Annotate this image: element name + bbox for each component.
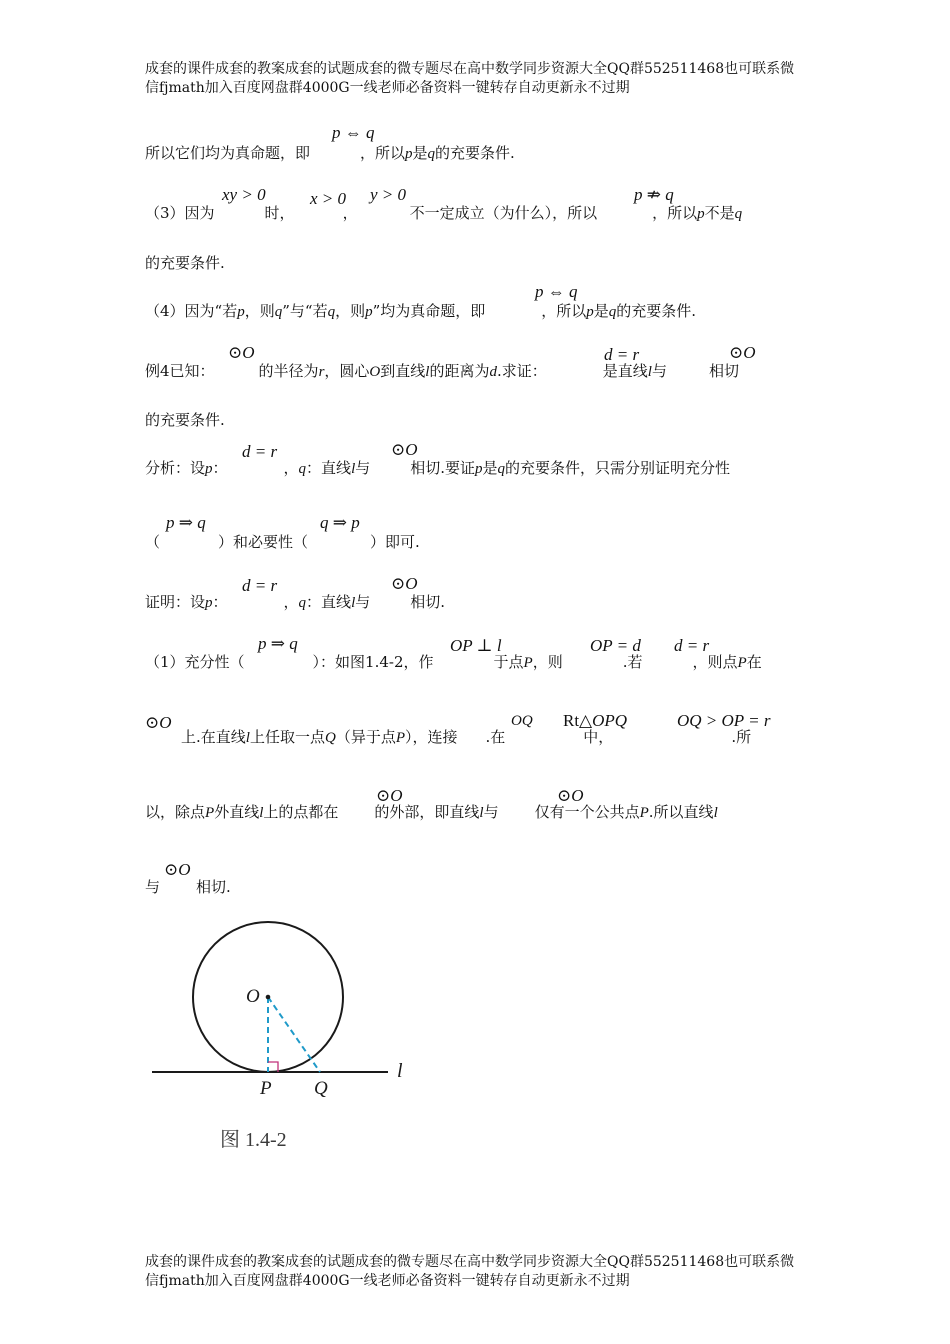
var: q	[274, 304, 283, 320]
formula-p-iff-q: p ⇔ q	[332, 123, 375, 142]
text: 相切.要证	[410, 459, 476, 477]
var: l	[479, 805, 484, 821]
label-o: O	[246, 986, 260, 1007]
text: ，则点	[692, 653, 738, 671]
text: 于点	[493, 653, 524, 671]
text: ，	[342, 204, 358, 222]
var: p	[697, 206, 705, 222]
text: 的距离为	[429, 362, 490, 380]
var: q	[497, 461, 506, 477]
paragraph-3	[145, 300, 696, 321]
text: 以，除点	[145, 803, 206, 821]
text: （	[145, 533, 161, 551]
segment-oq	[268, 997, 320, 1072]
text: 相切	[708, 362, 739, 380]
text: 不是	[704, 204, 735, 222]
text: ”均为真命题，即	[372, 302, 486, 320]
text: 是	[412, 144, 428, 162]
formula-op-eq-d: OP = d	[590, 636, 641, 655]
text: 所以它们均为真命题，即	[145, 144, 311, 162]
formula-d-eq-r: d = r	[242, 442, 278, 461]
text: 的充要条件.	[616, 302, 697, 320]
text: ，则	[335, 302, 366, 320]
text: （3）因为	[145, 204, 215, 222]
step1-line-3	[145, 801, 718, 822]
text: ）和必要性（	[218, 533, 309, 551]
var: P	[523, 655, 533, 671]
var: q	[608, 304, 617, 320]
formula-d-eq-r: d = r	[604, 345, 640, 364]
formula-circle-o: ⊙O	[145, 713, 172, 732]
formula-circle-o-2: ⊙O	[557, 786, 584, 805]
text: ：直线	[306, 593, 352, 611]
var: q	[298, 595, 307, 611]
analysis-line-2	[145, 531, 420, 552]
text: .求证：	[496, 362, 547, 380]
var: p	[365, 304, 373, 320]
text: .所以直线	[648, 803, 714, 821]
formula-circle-o: ⊙O	[228, 343, 255, 362]
text: 的充要条件.	[435, 144, 515, 162]
text: ，	[283, 459, 299, 477]
var: P	[395, 730, 405, 746]
var: q	[298, 461, 307, 477]
step1-line-2	[145, 726, 751, 747]
text: 相切.	[410, 593, 446, 611]
text: 上任取一点	[249, 728, 325, 746]
text: 到直线	[380, 362, 426, 380]
var: p	[205, 595, 213, 611]
var: p	[475, 461, 483, 477]
text: ，所以	[652, 204, 698, 222]
formula-d-eq-r: d = r	[242, 576, 278, 595]
analysis-line-1	[145, 457, 730, 478]
text: ，圆心	[324, 362, 370, 380]
text: 是	[593, 302, 609, 320]
text: 仅有一个公共点	[534, 803, 640, 821]
var: l	[713, 805, 718, 821]
text: ：	[212, 593, 228, 611]
right-angle-mark	[268, 1062, 278, 1072]
formula-op-perp-l: OP ⊥ l	[450, 636, 502, 655]
formula-circle-o: ⊙O	[391, 574, 418, 593]
formula-necessity: q ⇒ p	[320, 513, 360, 532]
text: （1）充分性（	[145, 653, 245, 671]
footer-banner	[145, 1253, 805, 1291]
text: .在	[485, 728, 506, 746]
var: r	[318, 364, 325, 380]
text: ，	[283, 593, 299, 611]
text: 是直线	[602, 362, 648, 380]
text: 上.在直线	[181, 728, 246, 746]
text: ：直线	[306, 459, 352, 477]
text: 与	[651, 362, 667, 380]
example-4-line-2: 的充要条件.	[145, 411, 225, 429]
formula-oq-gt-op: OQ > OP = r	[677, 711, 771, 730]
footer-line-1: 成套的课件成套的教案成套的试题成套的微专题尽在高中数学同步资源大全QQ群552511468也可联系微	[145, 1254, 795, 1270]
var: d	[489, 364, 497, 380]
var: l	[425, 364, 430, 380]
text: 与	[483, 803, 499, 821]
text: 的充要条件，只需分别证明充分性	[505, 459, 731, 477]
var: q	[734, 206, 743, 222]
text: 证明：设	[145, 593, 206, 611]
formula-circle-o: ⊙O	[376, 786, 403, 805]
paragraph-2-line-2: 的充要条件.	[145, 254, 225, 272]
var: Q	[324, 730, 336, 746]
formula-d-eq-r: d = r	[674, 636, 710, 655]
proof-line	[145, 591, 445, 612]
var: l	[245, 730, 250, 746]
var: p	[205, 461, 213, 477]
text: .所	[731, 728, 752, 746]
text: ，则	[532, 653, 563, 671]
var: l	[259, 805, 264, 821]
var: P	[205, 805, 215, 821]
text: ，所以	[541, 302, 587, 320]
header-line-2: 信fjmath加入百度网盘群4000G一线老师必备资料一键转存自动更新永不过期	[145, 80, 630, 96]
text: 上的点都在	[263, 803, 339, 821]
var: q	[327, 304, 336, 320]
figure-caption: 图 1.4-2	[220, 1129, 287, 1151]
text: 是	[482, 459, 498, 477]
formula-sufficiency: p ⇒ q	[258, 634, 298, 653]
formula-circle-o: ⊙O	[164, 860, 191, 879]
formula-x: x > 0	[310, 189, 347, 208]
formula-p-iff-q-2: p ⇔ q	[535, 282, 578, 301]
text: ：	[212, 459, 228, 477]
text: 例4已知：	[145, 362, 215, 380]
text: （4）因为“若	[145, 302, 238, 320]
var: P	[639, 805, 649, 821]
text: （异于点	[335, 728, 396, 746]
text: 与	[145, 878, 161, 896]
text: ，所以	[360, 144, 406, 162]
text: 与	[355, 593, 371, 611]
text: 的外部，即直线	[374, 803, 480, 821]
paragraph-1	[145, 142, 515, 163]
text: 在	[746, 653, 762, 671]
text: 与	[355, 459, 371, 477]
formula-circle-o: ⊙O	[391, 440, 418, 459]
text: 相切.	[196, 878, 231, 896]
formula-circle-o-2: ⊙O	[729, 343, 756, 362]
text: 中，	[583, 728, 614, 746]
formula-oq: OQ	[511, 713, 533, 729]
var: p	[586, 304, 594, 320]
var: l	[351, 595, 356, 611]
formula-rt-triangle: Rt△OPQ	[563, 711, 628, 730]
header-banner	[145, 60, 805, 98]
label-l: l	[397, 1060, 403, 1082]
figure-1-4-2	[140, 915, 430, 1165]
var: q	[427, 146, 436, 162]
header-line-1: 成套的课件成套的教案成套的试题成套的微专题尽在高中数学同步资源大全QQ群552511468也可联系微	[145, 61, 795, 77]
label-q: Q	[314, 1078, 328, 1099]
var: l	[647, 364, 652, 380]
point-o	[266, 995, 271, 1000]
text: ），连接	[405, 728, 458, 746]
text: 外直线	[214, 803, 260, 821]
var: O	[369, 364, 381, 380]
formula-y: y > 0	[370, 185, 407, 204]
text: ）即可.	[370, 533, 420, 551]
text: ）：如图1.4-2，作	[312, 653, 434, 671]
text: ，则	[244, 302, 275, 320]
formula-p-not-imply-q: p ⇏ q	[634, 185, 674, 204]
footer-line-2: 信fjmath加入百度网盘群4000G一线老师必备资料一键转存自动更新永不过期	[145, 1273, 630, 1289]
text: .若	[622, 653, 643, 671]
formula-xy: xy > 0	[222, 185, 266, 204]
label-p: P	[260, 1078, 272, 1099]
formula-sufficiency: p ⇒ q	[166, 513, 206, 532]
var: p	[237, 304, 245, 320]
text: 的半径为	[258, 362, 319, 380]
text: 时，	[264, 204, 295, 222]
var: p	[405, 146, 413, 162]
text: ”与“若	[282, 302, 328, 320]
text: 分析：设	[145, 459, 206, 477]
example-4	[145, 360, 739, 381]
var: P	[737, 655, 747, 671]
paragraph-2	[145, 202, 742, 223]
var: l	[351, 461, 356, 477]
text: 不一定成立（为什么），所以	[409, 204, 598, 222]
